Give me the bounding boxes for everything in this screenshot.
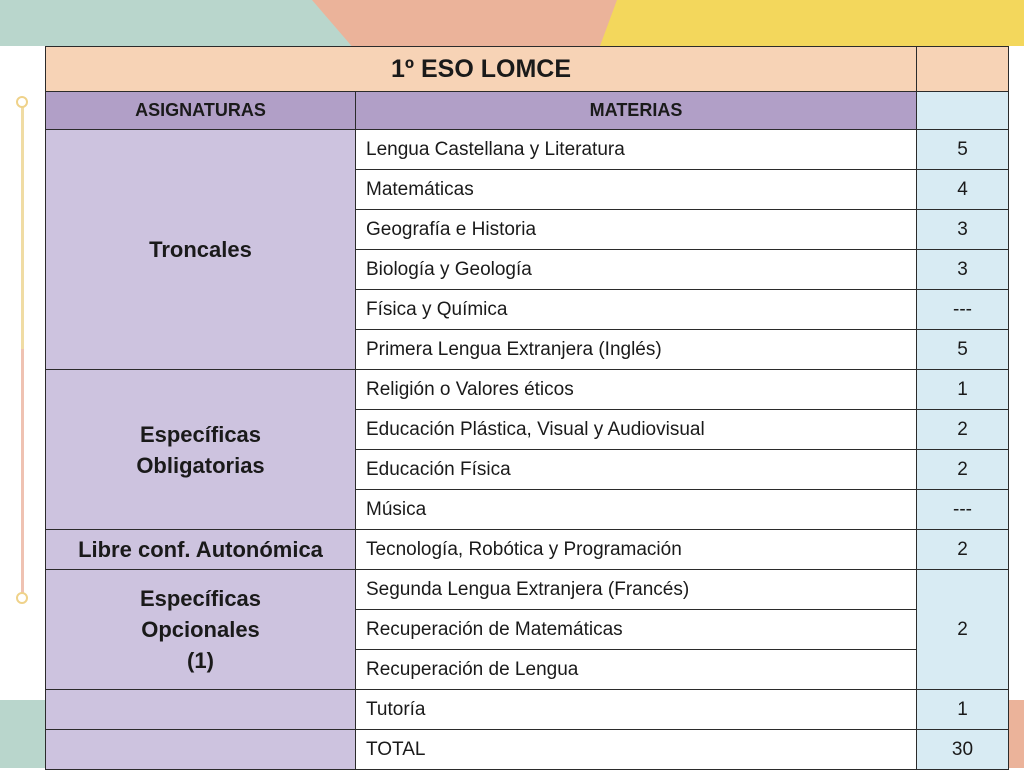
decor-dot-bottom bbox=[16, 592, 28, 604]
table-row bbox=[46, 690, 1009, 730]
hours-cell: 5 bbox=[917, 330, 1009, 370]
subject-cell: Lengua Castellana y Literatura bbox=[356, 130, 917, 170]
hours-cell: 4 bbox=[917, 170, 1009, 210]
subject-cell: Tecnología, Robótica y Programación bbox=[356, 530, 917, 570]
group-label: (1) bbox=[187, 648, 214, 673]
subject-cell: Segunda Lengua Extranjera (Francés) bbox=[356, 570, 917, 610]
decor-yellow-band bbox=[600, 0, 1024, 46]
group-label: Específicas bbox=[139, 586, 262, 611]
subject-cell: Recuperación de Lengua bbox=[356, 650, 917, 690]
group-label: Troncales bbox=[149, 237, 252, 262]
group-label: Libre conf. Autonómica bbox=[78, 537, 323, 562]
subject-cell: Educación Física bbox=[356, 450, 917, 490]
table-header-row bbox=[46, 92, 1009, 130]
table-row bbox=[46, 130, 1009, 170]
subjects-table bbox=[45, 46, 1009, 770]
hours-cell: 1 bbox=[917, 690, 1009, 730]
table-row bbox=[46, 530, 1009, 570]
hours-cell: 2 bbox=[917, 530, 1009, 570]
subject-cell: Religión o Valores éticos bbox=[356, 370, 917, 410]
table-title-row bbox=[46, 47, 1009, 92]
table-row bbox=[46, 370, 1009, 410]
total-label: TOTAL bbox=[356, 730, 917, 770]
subject-cell: Recuperación de Matemáticas bbox=[356, 610, 917, 650]
group-especificas-obligatorias bbox=[46, 370, 356, 530]
decor-salmon-band bbox=[312, 0, 642, 46]
decor-green-corner bbox=[0, 700, 46, 768]
group-label: Obligatorias bbox=[136, 452, 265, 478]
subject-cell: Primera Lengua Extranjera (Inglés) bbox=[356, 330, 917, 370]
decor-vertical-line bbox=[21, 100, 24, 598]
hours-cell: 2 bbox=[917, 450, 1009, 490]
table-title: 1º ESO LOMCE bbox=[46, 47, 917, 92]
header-asignaturas: ASIGNATURAS bbox=[46, 92, 356, 130]
group-label: Opcionales bbox=[141, 617, 260, 642]
group-troncales bbox=[46, 130, 356, 370]
table-row bbox=[46, 570, 1009, 610]
decor-dot-top bbox=[16, 96, 28, 108]
subject-cell: Geografía e Historia bbox=[356, 210, 917, 250]
subject-cell: Tutoría bbox=[356, 690, 917, 730]
subject-cell: Música bbox=[356, 490, 917, 530]
subject-cell: Matemáticas bbox=[356, 170, 917, 210]
hours-cell: 2 bbox=[917, 410, 1009, 450]
header-hours-cell bbox=[917, 92, 1009, 130]
group-empty bbox=[46, 730, 356, 770]
subject-cell: Física y Química bbox=[356, 290, 917, 330]
total-hours: 30 bbox=[917, 730, 1009, 770]
group-libre-conf bbox=[46, 530, 356, 570]
group-especificas-opcionales bbox=[46, 570, 356, 690]
subject-cell: Educación Plástica, Visual y Audiovisual bbox=[356, 410, 917, 450]
hours-cell: 3 bbox=[917, 250, 1009, 290]
group-label: Específicas bbox=[139, 421, 262, 447]
hours-cell: 3 bbox=[917, 210, 1009, 250]
subject-cell: Biología y Geología bbox=[356, 250, 917, 290]
header-materias: MATERIAS bbox=[356, 92, 917, 130]
hours-cell: 1 bbox=[917, 370, 1009, 410]
group-empty bbox=[46, 690, 356, 730]
table-row-total bbox=[46, 730, 1009, 770]
hours-cell: --- bbox=[917, 290, 1009, 330]
decor-green-band bbox=[0, 0, 360, 46]
title-side-cell bbox=[917, 47, 1009, 92]
hours-cell: 2 bbox=[917, 570, 1009, 690]
hours-cell: 5 bbox=[917, 130, 1009, 170]
hours-cell: --- bbox=[917, 490, 1009, 530]
